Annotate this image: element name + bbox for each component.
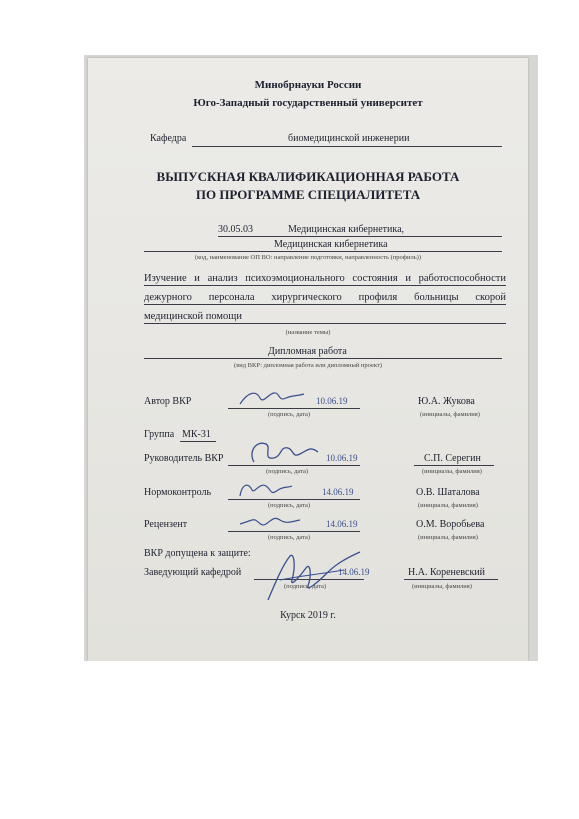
topic-text-line3: медицинской помощи (144, 311, 242, 322)
title-page (88, 58, 528, 661)
supervisor-date: 10.06.19 (326, 453, 358, 463)
topic-line-2 (144, 304, 506, 305)
specialty-code: 30.05.03 (218, 224, 253, 235)
author-name: Ю.А. Жукова (418, 396, 475, 407)
reviewer-date: 14.06.19 (326, 519, 358, 529)
work-title-line1: ВЫПУСКНАЯ КВАЛИФИКАЦИОННАЯ РАБОТА (156, 169, 460, 184)
normcontrol-signature (236, 478, 296, 500)
normcontrol-sign-caption: (подпись, дата) (268, 502, 311, 509)
supervisor-name-line (414, 465, 494, 466)
work-title-line2: ПО ПРОГРАММЕ СПЕЦИАЛИТЕТА (195, 187, 421, 202)
author-date: 10.06.19 (316, 396, 348, 406)
topic-line-3 (144, 323, 506, 324)
city-year: Курск 2019 г. (280, 610, 336, 621)
supervisor-name: С.П. Серегин (424, 453, 481, 464)
admission-text: ВКР допущена к защите: (144, 548, 251, 559)
head-date: 14.06.19 (338, 567, 370, 577)
reviewer-label: Рецензент (144, 519, 188, 530)
department-value: биомедицинской инженерии (288, 133, 410, 144)
topic-caption: (название темы) (285, 329, 331, 336)
specialty-name: Медицинская кибернетика, (288, 224, 405, 235)
topic-text-line1: Изучение и анализ психоэмоционального состояния и работоспособности (144, 273, 506, 284)
reviewer-name-caption: (инициалы, фамилия) (418, 534, 478, 541)
university-name: Юго-Западный государственный университет (193, 97, 423, 109)
specialty-caption: (код, наименование ОП ВО: направление подготовки, направленность (профиль)) (195, 254, 421, 261)
work-type-caption: (вид ВКР: дипломная работа или дипломный проект) (234, 362, 382, 369)
supervisor-signature (248, 438, 328, 468)
head-label: Заведующий кафедрой (144, 567, 242, 578)
supervisor-sign-caption: (подпись, дата) (266, 468, 309, 475)
department-label: Кафедра (150, 133, 187, 144)
reviewer-sign-caption: (подпись, дата) (268, 534, 311, 541)
author-label: Автор ВКР (144, 396, 192, 407)
normcontrol-name-caption: (инициалы, фамилия) (418, 502, 478, 509)
author-signature (238, 388, 308, 408)
group-value: МК-31 (182, 429, 211, 440)
normcontrol-label: Нормоконтроль (144, 487, 212, 498)
head-name-line (404, 579, 498, 580)
head-name: Н.А. Кореневский (408, 567, 486, 578)
supervisor-name-caption: (инициалы, фамилия) (422, 468, 482, 475)
author-name-caption: (инициалы, фамилия) (420, 411, 480, 418)
normcontrol-date: 14.06.19 (322, 487, 354, 497)
reviewer-signature (238, 510, 308, 532)
specialty-line (218, 236, 502, 237)
department-line (192, 146, 502, 147)
normcontrol-name: О.В. Шаталова (416, 487, 480, 498)
ministry-name: Минобрнауки России (254, 79, 362, 91)
work-type-line (144, 358, 502, 359)
work-type-value: Дипломная работа (268, 346, 347, 357)
author-sign-line (228, 408, 360, 409)
head-sign-caption: (подпись, дата) (284, 583, 327, 590)
profile-line (144, 251, 502, 252)
document-photo (84, 55, 538, 661)
specialty-profile: Медицинская кибернетика (274, 239, 388, 250)
group-label: Группа (144, 429, 175, 440)
topic-line-1 (144, 285, 506, 286)
head-name-caption: (инициалы, фамилия) (412, 583, 472, 590)
topic-text-line2: дежурного персонала хирургического профиля больницы скорой (144, 292, 506, 303)
reviewer-name: О.М. Воробьева (416, 519, 485, 530)
group-line (180, 441, 216, 442)
author-sign-caption: (подпись, дата) (268, 411, 311, 418)
supervisor-label: Руководитель ВКР (144, 453, 224, 464)
